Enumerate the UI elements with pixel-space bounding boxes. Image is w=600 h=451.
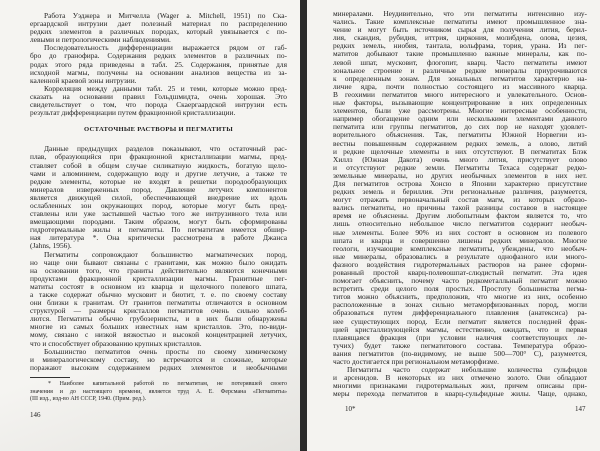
text-line: левой шпат, мусковит, флогопит, кварц. Часто пегматиты имеют bbox=[333, 57, 587, 67]
text-line: лишь относительно небольшое число пегматитов содержит необыч- bbox=[333, 219, 587, 229]
text-line: каленной краевой зоны интрузии. bbox=[30, 75, 137, 85]
text-line: могут отражать первоначальный состав магм, из которых образо- bbox=[333, 195, 587, 205]
text-line: редких земель и бериллия. Эти региональные различия, разумеется, bbox=[333, 187, 587, 197]
text-line: пегматита или группы пегматитов, до сих пор не находят удовлет- bbox=[333, 122, 587, 132]
text-line: ные минералы, образовались в результате однофазного или много- bbox=[333, 251, 587, 261]
text-line: родах этого ряда приведены в табл. 25. Содержания, принятые для bbox=[30, 59, 287, 69]
text-line: матитов добывают такие промышленно важные минералы, как по- bbox=[333, 49, 587, 59]
text-line: плавящаяся фракция (при условии наличия соответствующих ле- bbox=[333, 332, 587, 342]
text-line: ергаардской интрузии дает полезный материал по распределению bbox=[30, 19, 287, 29]
text-line: многими признаками гидротермальных жил, причем описаны при- bbox=[333, 381, 587, 391]
footnote-line: * Наиболее капитальной работой по пегматитам, не потерявшей своего bbox=[48, 381, 287, 387]
text-line: чение и могут быть источником сырья для получения лития, берил- bbox=[333, 25, 587, 35]
text-line: нее существующих пород. Если пегматит является последней фрак- bbox=[333, 316, 587, 326]
footnote-divider bbox=[30, 377, 70, 378]
left-page-number: 146 bbox=[30, 411, 41, 419]
text-line: ворительного объяснения. Так, пегматиты Южной Норвегии из- bbox=[333, 130, 587, 140]
footnote-line: (III изд., изд-во АН СССР, 1940. (Прим. ред.). bbox=[30, 396, 147, 403]
text-line: рованный простой кварц-полевошпат-слюдистый пегматит. Эта идея bbox=[333, 268, 587, 277]
text-line: шпата и кварца и совершенно лишены редких минералов. Многие bbox=[333, 235, 587, 245]
text-line: чами и алюминием, содержащую воду и другие летучие, а также те bbox=[30, 168, 287, 178]
paragraph bbox=[30, 44, 287, 84]
text-line: вмещающими породами. Таким образом, могут быть сформированы bbox=[30, 217, 287, 227]
text-line: они близки к гранитам. От гранитов пегматиты отличаются в основном bbox=[30, 298, 287, 308]
right-page-text bbox=[333, 10, 587, 399]
text-line: к определенным зонам. Для зональных пегматитов характерно на- bbox=[333, 73, 587, 83]
text-line: свидетельствует о том, что порода Скаергаардской интрузии есть bbox=[30, 100, 287, 110]
text-line: Данные предыдущих разделов показывают, что остаточный рас- bbox=[44, 144, 287, 154]
text-line: вестны повышенным содержанием редких земель, а олово, литий bbox=[333, 138, 587, 148]
text-line: ная литература *. Она критически рассмотрена в работе Джанса bbox=[30, 233, 287, 243]
text-line: элементов, были уже рассмотрены. Многие интересные особенности, bbox=[333, 106, 587, 116]
text-line: (Jahns, 1956). bbox=[30, 241, 72, 251]
text-line: Корреляция между данными табл. 25 и теми, которые можно пред- bbox=[44, 83, 287, 93]
text-line: расположенные в зонах сильно метаморфизованных пород, могли bbox=[333, 300, 587, 310]
text-line: Для пегматитов острова Хонсю в Японии характерно присутствие bbox=[333, 178, 587, 188]
text-line: на основании того, что граниты действительно являются конечными bbox=[30, 265, 287, 275]
text-line: геологи, изучающие комплексные пегматиты, убеждены, что необыч- bbox=[333, 243, 587, 253]
text-line: гидротермальные жилы и пегматиты. По пегматитам имеется обшир- bbox=[30, 225, 287, 235]
text-line: результат дифференциации путем фракционной кристаллизации. bbox=[30, 108, 236, 118]
text-line: ные элементы. Более 90% из них состоят в основном из полевого bbox=[333, 227, 587, 237]
text-line: структурой — размеры кристаллов пегматитов очень сильно колеб- bbox=[30, 306, 287, 316]
text-line: бро до гранофира. Содержания редких элементов в различных по- bbox=[30, 51, 287, 61]
paragraph bbox=[333, 10, 587, 366]
text-line: личие ядра, почти полностью состоящего из массивного кварца. bbox=[333, 81, 587, 91]
paragraph bbox=[30, 12, 287, 44]
text-line: часто достигается при региональном метаморфизме. bbox=[333, 357, 499, 367]
text-line: что и способствует образованию крупных кристаллов. bbox=[30, 338, 202, 348]
text-line: лются. Пегматиты обычно грубозернисты, и в них были обнаружены bbox=[30, 314, 287, 324]
text-line: и минералогическому составу, но встречаются и сложные, которые bbox=[30, 354, 287, 364]
footnote bbox=[30, 381, 287, 404]
text-line: титов можно объяснить, предположив, что многие из них, особенно bbox=[333, 292, 587, 302]
paragraph bbox=[30, 251, 287, 348]
text-line: матиты состоят в основном из кварца и щелочного полевого шпата, bbox=[30, 281, 287, 291]
text-line: но чаще они бывают связаны с гранитами, как можно было ожидать bbox=[30, 257, 287, 267]
text-line: чались. Такие комплексные пегматиты имеют промышленное зна- bbox=[333, 17, 587, 27]
text-line: тучих) будет также пегматитового состава. Температура образо- bbox=[333, 340, 587, 350]
text-line: время не объяснены. Другим любопытным фактом является то, что bbox=[333, 211, 587, 221]
text-line: и отсутствуют редкие земли. Пегматиты Техаса содержат редко- bbox=[333, 162, 587, 172]
text-line: и редкие щелочные элементы в них отсутствуют. В пегматитах Блэк bbox=[333, 146, 587, 156]
text-line: мому, связано с низкой вязкостью и высокой концентрацией летучих, bbox=[30, 330, 287, 340]
text-line: а также содержат обычно мусковит и биотит, т. е. по своему составу bbox=[30, 290, 287, 299]
text-line: и арсенидов. В некоторых из них отмечено золото. Они обладают bbox=[333, 373, 587, 383]
paragraph bbox=[30, 85, 287, 117]
book-binding-shadow bbox=[300, 0, 307, 451]
text-line: Хиллз (Южная Дакота) очень много лития, присутствует олово bbox=[333, 154, 587, 164]
text-line: плав, образующийся при фракционной кристаллизации магмы, пред- bbox=[30, 152, 287, 162]
text-line: меры перехода пегматитов в кварц-сульфидные жилы. Чаще, однако, bbox=[333, 389, 587, 399]
paragraph bbox=[30, 348, 287, 372]
text-line: Работа Уэджера и Митчелла (Wager a. Mitchell, 1951) по Ска- bbox=[44, 11, 287, 20]
text-line: цией кристаллизующейся магмы, естественно, ожидать, что и первая bbox=[333, 324, 587, 334]
text-line: поражают высоким содержанием редких элементов и необычными bbox=[30, 362, 287, 372]
section-heading: ОСТАТОЧНЫЕ РАСТВОРЫ И ПЕГМАТИТЫ bbox=[84, 126, 233, 134]
text-line: ослабленных зон окружающих пород, которые могут быть пред- bbox=[30, 200, 287, 210]
text-line: Пегматиты часто содержат небольшие количества сульфидов bbox=[347, 365, 587, 375]
paragraph bbox=[333, 366, 587, 398]
text-line: образоваться путем дифференциального плавления (анатексиса) ра- bbox=[333, 308, 587, 318]
text-line: левыми и петрологическими наблюдениями. bbox=[30, 35, 171, 45]
text-line: встретить среди целого поля простых. Простоту большинства пегма- bbox=[333, 284, 587, 294]
text-line: редких земель, ниобия, тантала, вольфрама, тория, урана. Из пег- bbox=[333, 41, 587, 51]
text-line: Пегматиты сопровождают большинство магматических пород, bbox=[44, 249, 287, 259]
text-line: исходной магмы, получены на основании анализов вещества из за- bbox=[30, 67, 287, 77]
text-line: фазного воздействия гидротермальных растворов на ранее сформи- bbox=[333, 259, 587, 269]
text-line: является движущей силой, обеспечивающей внедрение их вдоль bbox=[30, 192, 287, 202]
text-line: ставлены или уже застывшей частью того же интрузивного тела или bbox=[30, 209, 287, 219]
text-line: редких элементов в различных породах, который увязывается с по- bbox=[30, 27, 287, 37]
text-line: ные факторы, вызывающие концентрирование в них определенных bbox=[333, 98, 587, 108]
footnote-line: значения и до настоящего времени, является труд А. Е. Ферсмана «Пегматиты» bbox=[30, 388, 287, 395]
text-line: лия, скандия, рубидия, иттрия, циркония, молибдена, олова, цезия, bbox=[333, 33, 587, 43]
text-line: земельные минералы, но других необычных элементов в них нет. bbox=[333, 170, 587, 180]
text-line: зональное строение и различные редкие минералы приурочиваются bbox=[333, 65, 587, 75]
text-line: вания пегматитов (по-видимому, не выше 500—700° С), разумеется, bbox=[333, 348, 587, 358]
text-line: редкие элементы, которые не входят в решетки породообразующих bbox=[30, 176, 287, 186]
text-line: вались пегматиты, но причины такой разницы составов в настоящее bbox=[333, 203, 587, 213]
text-line: Последовательность дифференциации выражается рядом от габ- bbox=[44, 43, 287, 53]
text-line: В геохимии пегматитов много интересного и увлекательного. Основ- bbox=[333, 89, 587, 99]
signature-mark: 10* bbox=[345, 405, 356, 413]
text-line: например обогащение одним или несколькими элементами данного bbox=[333, 114, 587, 124]
text-line: многие из самых больших известных нам кристаллов. Это, по-види- bbox=[30, 322, 287, 332]
text-line: помогает объяснить, почему часто редкометалльный пегматит можно bbox=[333, 276, 587, 286]
text-line: минералами. Неудивительно, что эти пегматиты интенсивно изу- bbox=[333, 9, 587, 18]
text-line: минералов изверженных пород. Давление летучих компонентов bbox=[30, 184, 287, 194]
text-line: Большинство пегматитов очень просты по своему химическому bbox=[44, 346, 287, 356]
text-line: ставляет собой в общем случае силикатную жидкость, богатую щело- bbox=[30, 160, 287, 170]
right-page-number: 147 bbox=[575, 405, 586, 413]
left-page-text bbox=[30, 12, 287, 372]
text-line: продуктами фракционной кристаллизации магмы. Гранитные пег- bbox=[30, 273, 287, 283]
text-line: сказать на основании правил Гольдшмидта, очень хорошая. Это bbox=[30, 91, 287, 101]
paragraph bbox=[30, 145, 287, 250]
